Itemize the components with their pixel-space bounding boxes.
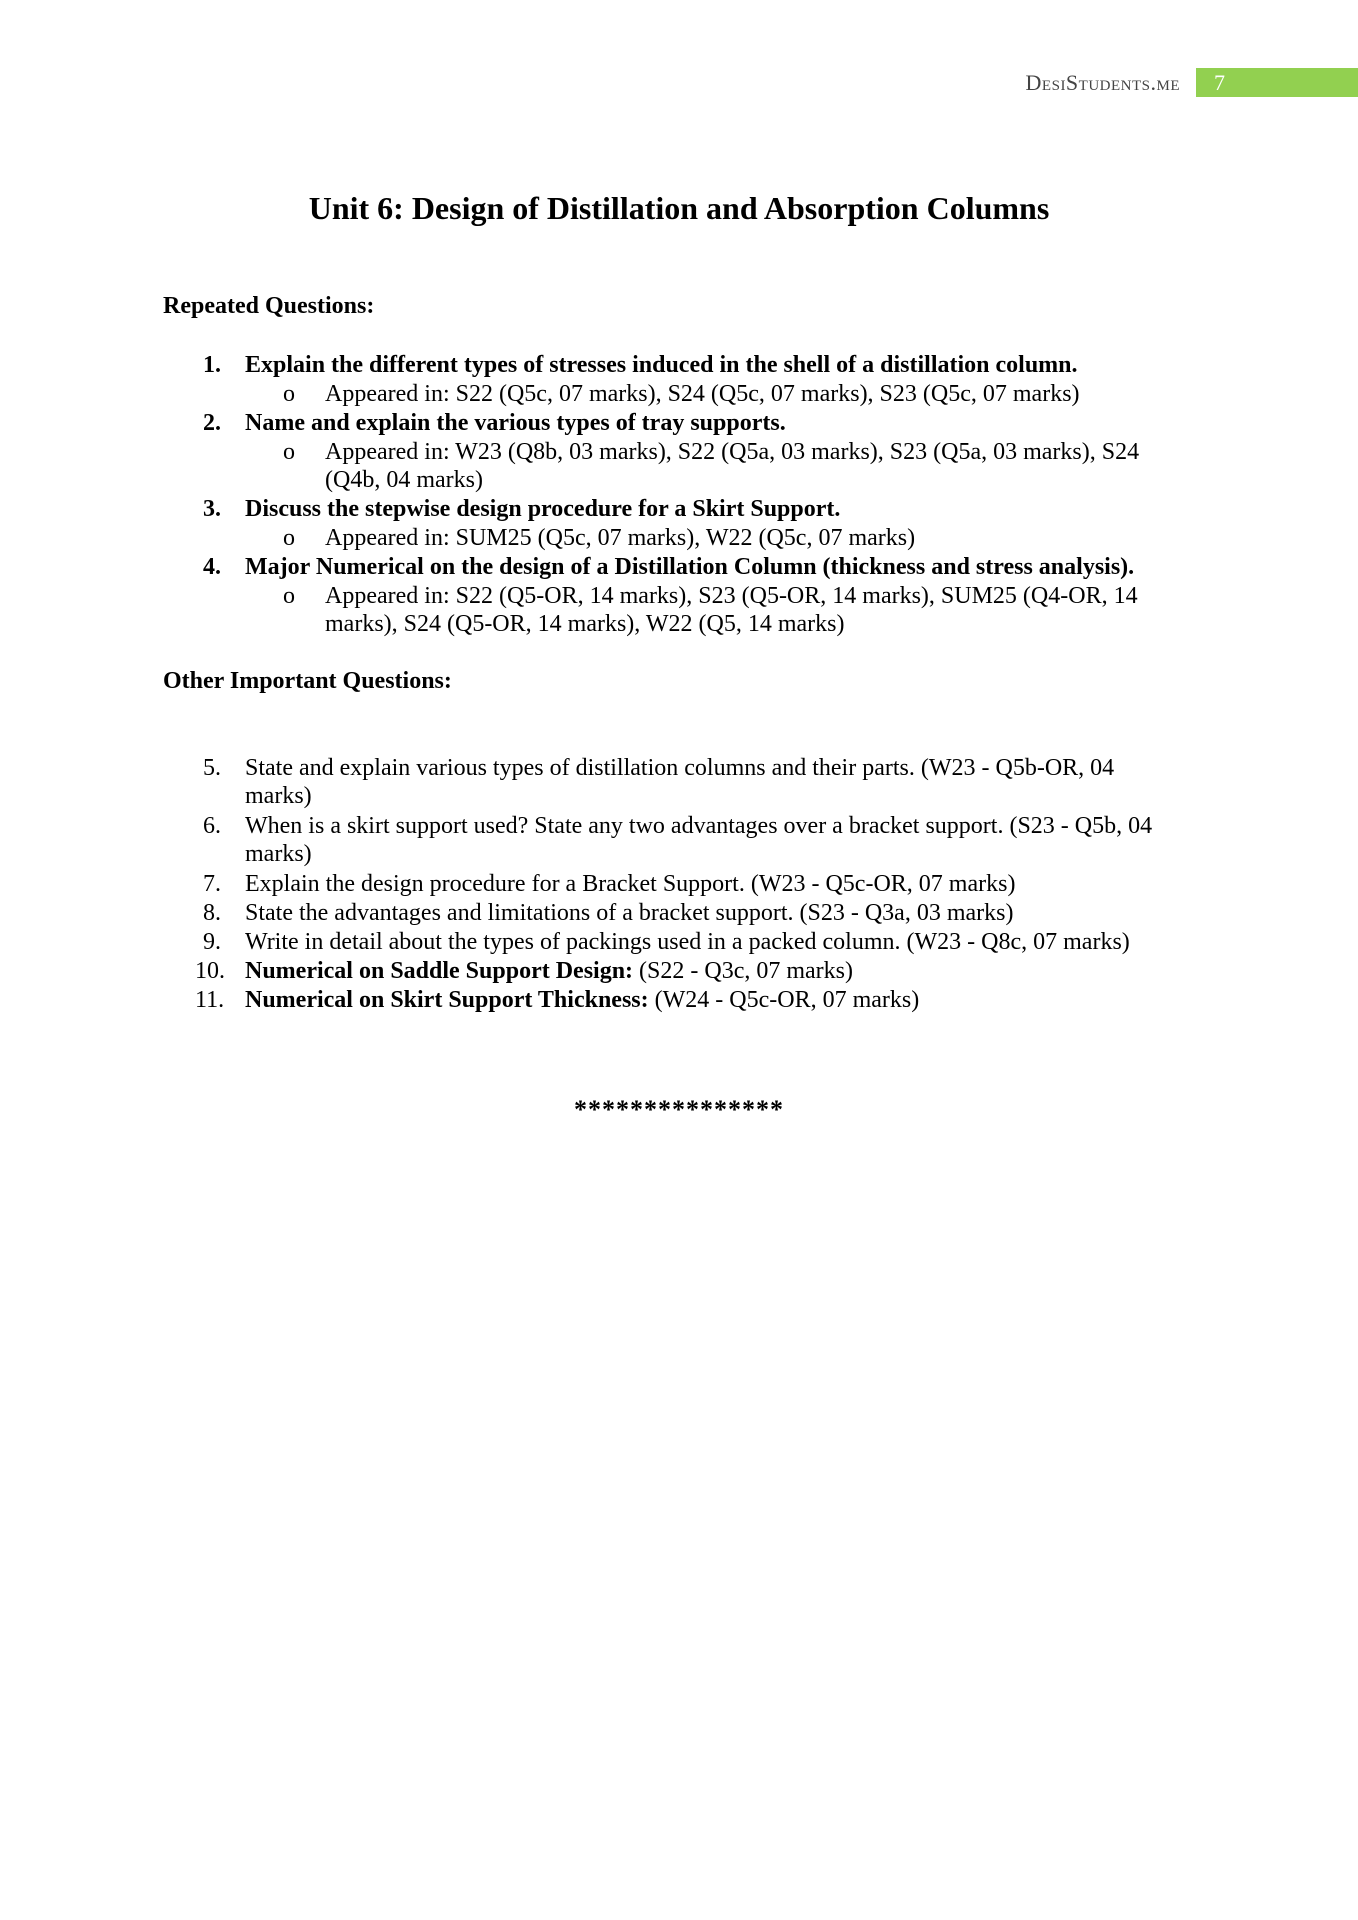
bullet-icon: o — [283, 381, 295, 407]
question-bold-text: Numerical on Saddle Support Design: — [245, 958, 634, 984]
question-text: Explain the design procedure for a Bracket Support. (W23 - Q5c-OR, 07 marks) — [245, 871, 1016, 897]
question-8 — [195, 899, 1195, 927]
question-text — [245, 986, 1165, 1014]
question-4 — [195, 553, 1195, 581]
question-text: State the advantages and limitations of a bracket support. (S23 - Q3a, 03 marks) — [245, 900, 1014, 926]
question-9 — [195, 928, 1195, 956]
question-11 — [195, 986, 1195, 1014]
appeared-text: Appeared in: W23 (Q8b, 03 marks), S22 (Q5a, 03 marks), S23 (Q5a, 03 marks), S24 (Q4b, 04 marks) — [325, 439, 1140, 493]
bullet-icon: o — [283, 525, 295, 551]
question-10 — [195, 957, 1195, 985]
bullet-icon: o — [283, 583, 295, 609]
question-6 — [195, 812, 1195, 868]
appeared-3 — [283, 524, 1183, 552]
page-header — [1026, 68, 1358, 97]
section-divider-stars: *************** — [574, 1095, 784, 1124]
page-number: 7 — [1196, 68, 1358, 97]
question-number: 9. — [203, 929, 221, 955]
appeared-text: Appeared in: S22 (Q5-OR, 14 marks), S23 (Q5-OR, 14 marks), SUM25 (Q4-OR, 14 marks), S24 (Q5-OR, 14 marks), W22 (Q5, 14 marks) — [325, 583, 1138, 637]
bullet-icon: o — [283, 439, 295, 465]
question-text: State and explain various types of distillation columns and their parts. (W23 - Q5b-OR, 04 marks) — [245, 755, 1115, 809]
other-questions-heading: Other Important Questions: — [163, 668, 452, 694]
question-1 — [195, 351, 1195, 379]
site-name: DesiStudents.me — [1025, 69, 1180, 95]
question-text — [245, 957, 1165, 985]
question-5 — [195, 754, 1195, 810]
question-number: 11. — [195, 987, 225, 1013]
question-text: Discuss the stepwise design procedure for a Skirt Support. — [245, 496, 841, 522]
question-7 — [195, 870, 1195, 898]
question-text: When is a skirt support used? State any two advantages over a bracket support. (S23 - Q5b, 04 marks) — [245, 813, 1153, 867]
appeared-text: Appeared in: SUM25 (Q5c, 07 marks), W22 (Q5c, 07 marks) — [325, 525, 916, 551]
question-text: Write in detail about the types of packings used in a packed column. (W23 - Q8c, 07 marks) — [245, 929, 1130, 955]
question-3 — [195, 495, 1195, 523]
appeared-1 — [283, 380, 1183, 408]
question-text: Major Numerical on the design of a Distillation Column (thickness and stress analysis). — [245, 554, 1135, 580]
question-number: 10. — [195, 958, 225, 984]
question-2 — [195, 409, 1195, 437]
page-title: Unit 6: Design of Distillation and Absorption Columns — [308, 190, 1050, 226]
question-number: 2. — [203, 410, 221, 436]
question-number: 8. — [203, 900, 221, 926]
appeared-text: Appeared in: S22 (Q5c, 07 marks), S24 (Q5c, 07 marks), S23 (Q5c, 07 marks) — [325, 381, 1080, 407]
repeated-questions-heading: Repeated Questions: — [163, 293, 375, 319]
question-number: 6. — [203, 813, 221, 839]
question-number: 1. — [203, 352, 221, 378]
question-bold-text: Numerical on Skirt Support Thickness: — [245, 987, 649, 1013]
question-number: 7. — [203, 871, 221, 897]
question-text: Explain the different types of stresses induced in the shell of a distillation column. — [245, 352, 1078, 378]
question-ref-text: (W24 - Q5c-OR, 07 marks) — [654, 987, 920, 1013]
question-number: 4. — [203, 554, 221, 580]
question-ref-text: (S22 - Q3c, 07 marks) — [639, 958, 854, 984]
question-number: 5. — [203, 755, 221, 781]
appeared-2 — [283, 438, 1183, 494]
question-text: Name and explain the various types of tray supports. — [245, 410, 786, 436]
appeared-4 — [283, 582, 1183, 638]
question-number: 3. — [203, 496, 221, 522]
